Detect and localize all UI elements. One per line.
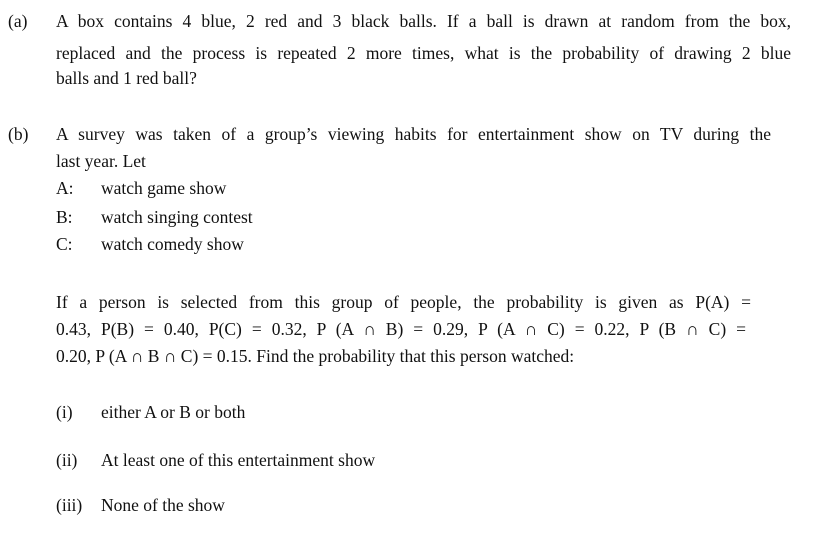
event-description: watch comedy show bbox=[101, 234, 244, 254]
question-text-line: replaced and the process is repeated 2 more times, what is the probability of drawing 2 blue bbox=[56, 43, 791, 63]
question-text-line: A survey was taken of a group’s viewing habits for entertainment show on TV during the bbox=[56, 124, 771, 144]
subpart-label: (i) bbox=[56, 402, 73, 422]
part-label: (a) bbox=[8, 11, 28, 31]
event-key: A: bbox=[56, 178, 74, 198]
subpart-text: At least one of this entertainment show bbox=[101, 450, 376, 470]
given-probabilities-line: 0.43, P(B) = 0.40, P(C) = 0.32, P (A ∩ B) = 0.29, P (A ∩ C) = 0.22, P (B ∩ C) = bbox=[56, 319, 746, 339]
event-description: watch singing contest bbox=[101, 207, 253, 227]
question-text-line: balls and 1 red ball? bbox=[56, 68, 197, 88]
event-key: C: bbox=[56, 234, 73, 254]
given-probabilities-line: If a person is selected from this group of people, the probability is given as P(A) = bbox=[56, 292, 751, 312]
given-probabilities-line: 0.20, P (A ∩ B ∩ C) = 0.15. Find the probability that this person watched: bbox=[56, 346, 575, 366]
subpart-text: either A or B or both bbox=[101, 402, 246, 422]
event-key: B: bbox=[56, 207, 73, 227]
question-text-line: A box contains 4 blue, 2 red and 3 black balls. If a ball is drawn at random from the box, bbox=[56, 11, 791, 31]
question-text-line: last year. Let bbox=[56, 151, 146, 171]
subpart-text: None of the show bbox=[101, 495, 225, 515]
event-description: watch game show bbox=[101, 178, 227, 198]
subpart-label: (iii) bbox=[56, 495, 83, 515]
subpart-label: (ii) bbox=[56, 450, 78, 470]
part-label: (b) bbox=[8, 124, 29, 144]
